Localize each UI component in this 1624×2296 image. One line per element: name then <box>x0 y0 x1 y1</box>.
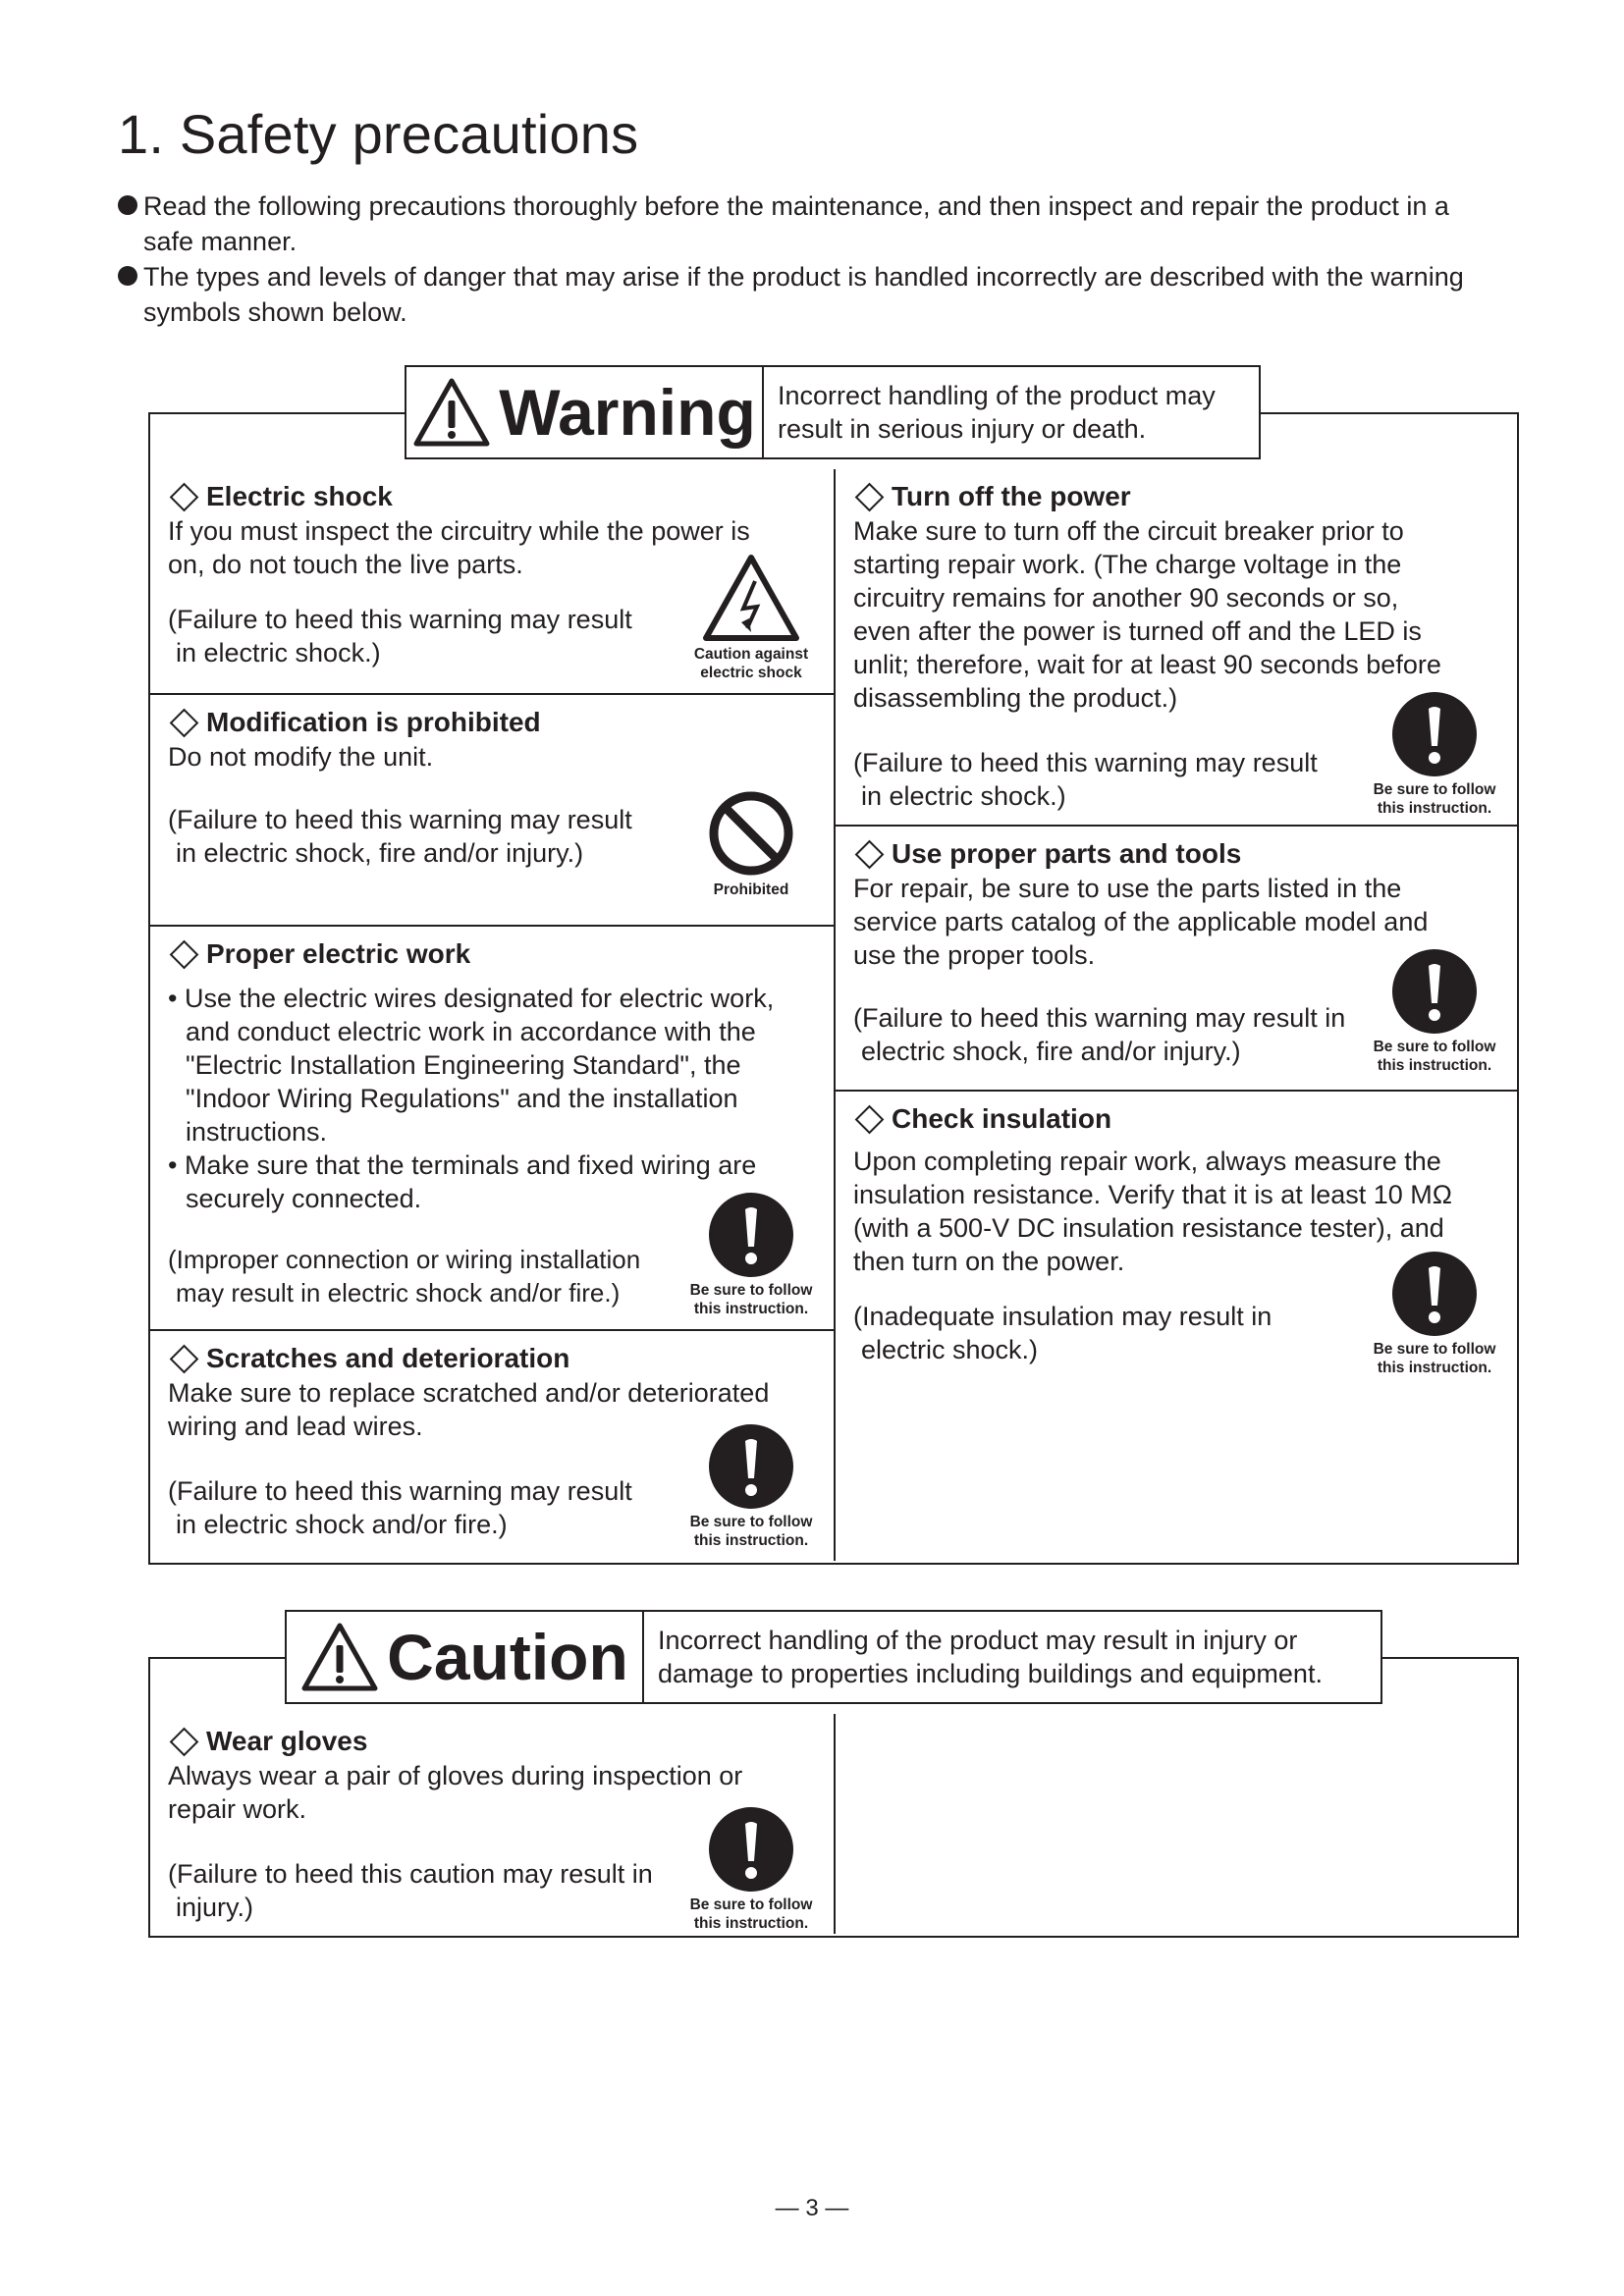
diamond-icon <box>170 939 199 969</box>
caution-banner <box>285 1610 1382 1704</box>
diamond-icon <box>855 482 885 511</box>
gloves-note: (Failure to heed this caution may result in injury.) <box>168 1859 653 1922</box>
modification-heading: Modification is prohibited <box>168 705 820 740</box>
intro-item: The types and levels of danger that may arise if the product is handled incorrectly are described with the warning symbols shown below. <box>118 259 1532 330</box>
gloves-cell: Wear gloves Always wear a pair of gloves during inspection or repair work. (Failure to heed this caution may result in injury.) Be sure to follow this instruction. <box>150 1714 834 1936</box>
follow-instruction-symbol: Be sure to follow this instruction. <box>1361 1251 1508 1377</box>
caution-description: Incorrect handling of the product may result in injury or damage to properties including buildings and equipment. <box>658 1626 1323 1688</box>
follow-instruction-symbol: Be sure to follow this instruction. <box>1361 691 1508 818</box>
intro-item: Read the following precautions thoroughly before the maintenance, and then inspect and repair the product in a safe manner. <box>118 188 1532 259</box>
exclamation-mandatory-icon <box>708 1423 794 1510</box>
electric-work-heading: Proper electric work <box>168 936 820 972</box>
scratches-note: (Failure to heed this warning may result in electric shock and/or fire.) <box>168 1476 632 1539</box>
insulation-cell: Check insulation Upon completing repair work, always measure the insulation resistance. Verify that it is at least 10 MΩ (with a 500-V DC insulation resistance tester), and then turn on the power. (Inadequate insulation may result in electric shock.) Be sure to follow this instruction. <box>834 1090 1517 1561</box>
exclamation-mandatory-icon <box>1391 1251 1478 1337</box>
power-off-cell: Turn off the power Make sure to turn off the circuit breaker prior to starting repair work. (The charge voltage in the circuitry remains for another 90 seconds or so, even after the power is turned off and the LED is unlit; therefore, wait for at least 90 seconds before disassembling the product.) (Failure to heed this warning may result in electric shock.) Be sure to follow this instruction. <box>834 469 1517 836</box>
power-off-note: (Failure to heed this warning may result in electric shock.) <box>853 748 1318 811</box>
modification-note: (Failure to heed this warning may result in electric shock, fire and/or injury.) <box>168 805 632 868</box>
electric-work-bullet: • Use the electric wires designated for electric work, and conduct electric work in accordance with the "Electric Installation Engineering Standard", the "Indoor Wiring Regulations" and the installation instructions. <box>168 984 775 1147</box>
caution-word: Caution <box>387 1621 628 1693</box>
warning-description: Incorrect handling of the product may result in serious injury or death. <box>778 381 1216 444</box>
exclamation-mandatory-icon <box>708 1806 794 1893</box>
caution-empty-cell <box>834 1714 1517 1934</box>
scratches-heading: Scratches and deterioration <box>168 1341 820 1376</box>
electric-shock-cell: Electric shock If you must inspect the circuitry while the power is on, do not touch the live parts. (Failure to heed this warning may result in electric shock.) Caution against electric shock <box>150 469 834 691</box>
warning-word: Warning <box>499 376 756 449</box>
modification-cell: Modification is prohibited Do not modify the unit. (Failure to heed this warning may result in electric shock, fire and/or injury.) Prohibited <box>150 693 834 925</box>
caution-triangle-icon <box>300 1622 379 1692</box>
diamond-icon <box>170 482 199 511</box>
warning-banner <box>405 365 1261 459</box>
follow-instruction-symbol: Be sure to follow this instruction. <box>1361 948 1508 1075</box>
insulation-heading: Check insulation <box>853 1101 1503 1137</box>
electric-work-bullet: • Make sure that the terminals and fixed wiring are securely connected. <box>168 1150 757 1213</box>
warning-triangle-icon <box>412 377 491 448</box>
warning-box <box>148 412 1519 1565</box>
intro-list <box>118 188 1532 330</box>
diamond-icon <box>170 1727 199 1756</box>
caution-electric-shock-symbol: Caution against electric shock <box>677 554 825 682</box>
parts-tools-note: (Failure to heed this warning may result in electric shock, fire and/or injury.) <box>853 1003 1346 1066</box>
power-off-heading: Turn off the power <box>853 479 1503 514</box>
follow-instruction-symbol: Be sure to follow this instruction. <box>677 1806 825 1933</box>
exclamation-mandatory-icon <box>708 1192 794 1278</box>
electric-work-cell <box>150 925 834 1329</box>
bullet-dot-icon <box>118 266 137 286</box>
parts-tools-cell: Use proper parts and tools For repair, be sure to use the parts listed in the service parts catalog of the applicable model and use the proper tools. (Failure to heed this warning may result in electric shock, fire and/or injury.) Be sure to follow this instruction. <box>834 825 1517 1092</box>
prohibited-icon <box>707 789 795 878</box>
diamond-icon <box>170 1344 199 1373</box>
gloves-heading: Wear gloves <box>168 1724 820 1759</box>
follow-instruction-symbol: Be sure to follow this instruction. <box>677 1192 825 1318</box>
parts-tools-heading: Use proper parts and tools <box>853 836 1503 872</box>
diamond-icon <box>855 839 885 869</box>
electric-shock-triangle-icon <box>702 554 800 642</box>
prohibited-symbol: Prohibited <box>677 789 825 899</box>
exclamation-mandatory-icon <box>1391 948 1478 1035</box>
electric-shock-note: (Failure to heed this warning may result in electric shock.) <box>168 605 632 667</box>
insulation-note: (Inadequate insulation may result in electric shock.) <box>853 1302 1272 1364</box>
electric-shock-heading: Electric shock <box>168 479 820 514</box>
diamond-icon <box>855 1104 885 1134</box>
follow-instruction-symbol: Be sure to follow this instruction. <box>677 1423 825 1550</box>
page-number: — 3 — <box>775 2195 849 2221</box>
exclamation-mandatory-icon <box>1391 691 1478 777</box>
page-title: 1. Safety precautions <box>118 103 639 165</box>
electric-work-note: (Improper connection or wiring installation may result in electric shock and/or fire.) <box>168 1245 641 1308</box>
bullet-dot-icon <box>118 195 137 215</box>
scratches-cell: Scratches and deterioration Make sure to replace scratched and/or deteriorated wiring and lead wires. (Failure to heed this warning may result in electric shock and/or fire.) Be sure to follow this instruction. <box>150 1329 834 1561</box>
diamond-icon <box>170 708 199 737</box>
